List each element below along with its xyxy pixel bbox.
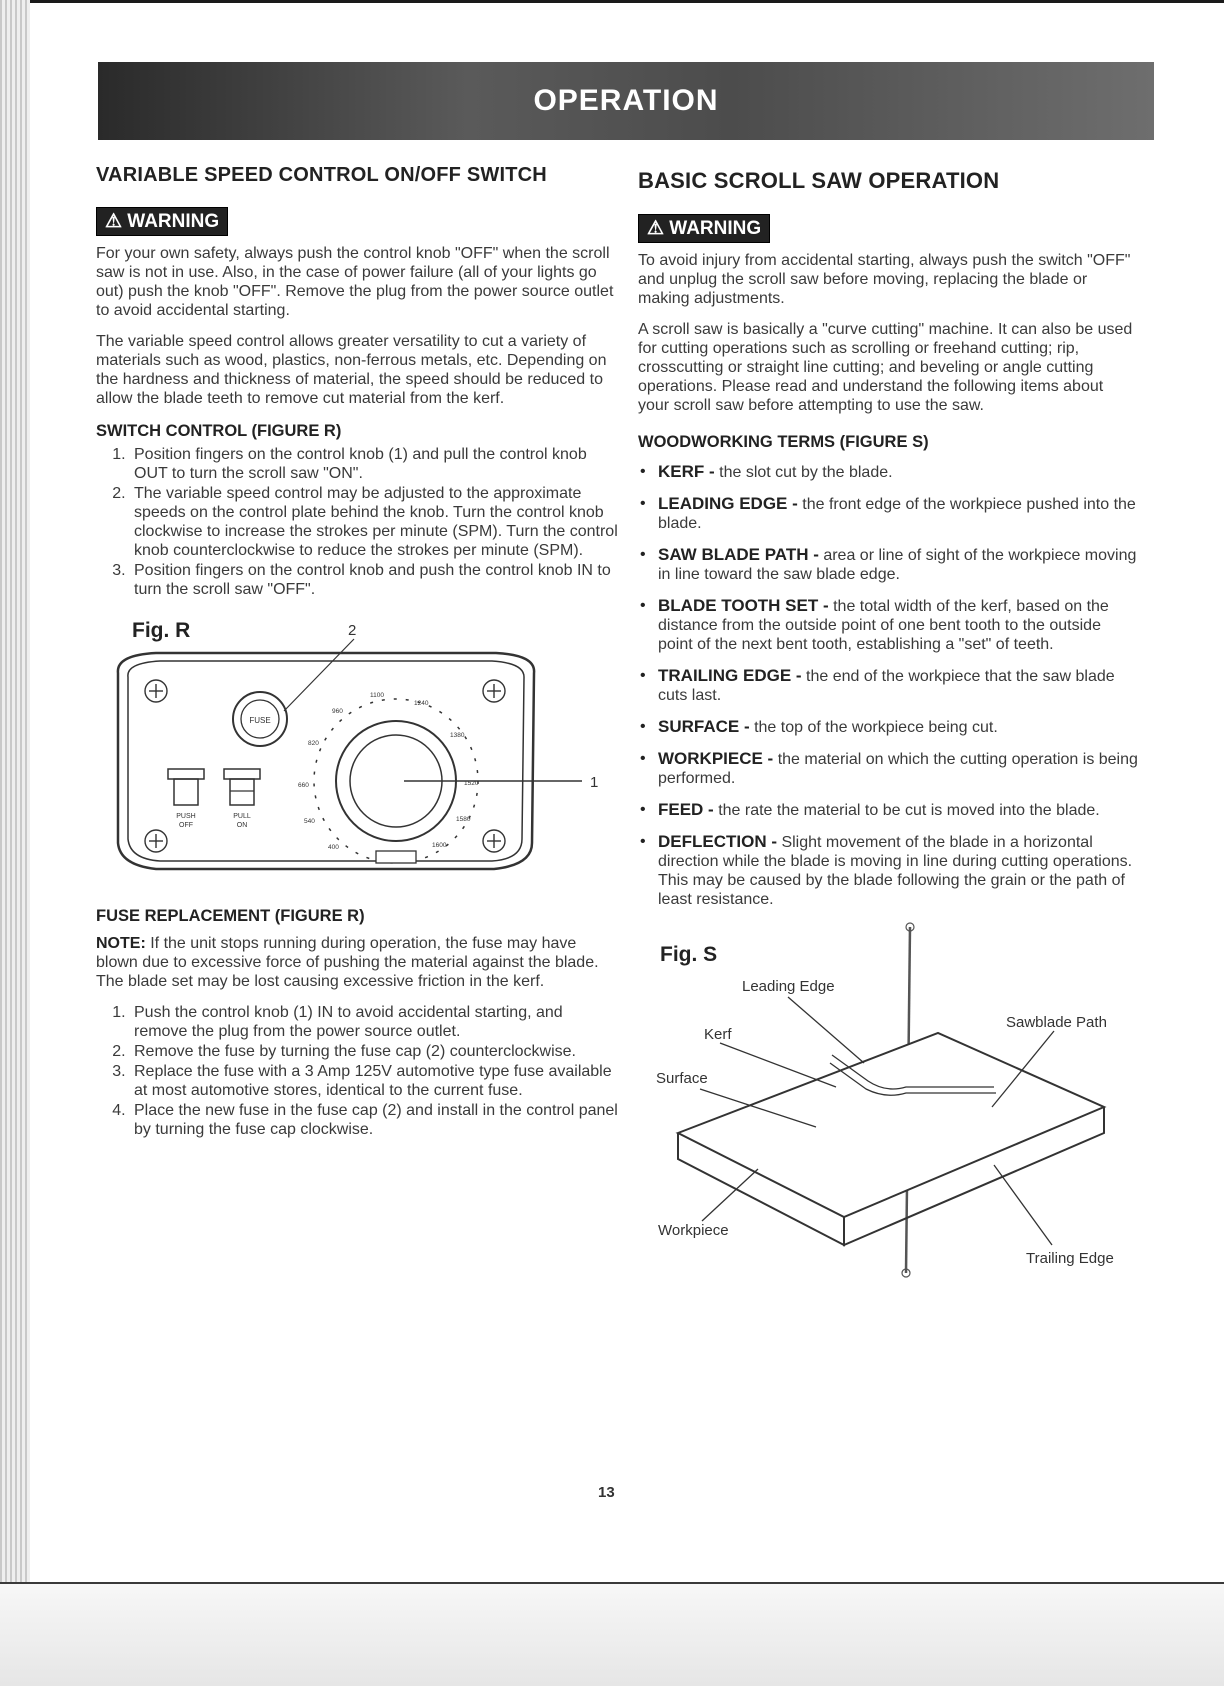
term-name: FEED - [658, 800, 714, 819]
fuse-step: 3. Replace the fuse with a 3 Amp 125V automotive type fuse available at most automotive stores, identical to the current fuse. [130, 1062, 618, 1100]
warning-badge-right: ⚠ WARNING [638, 214, 770, 243]
sawblade-path-label: Sawblade Path [1006, 1014, 1107, 1031]
banner-title: OPERATION [533, 84, 719, 117]
fuse-step: 2. Remove the fuse by turning the fuse cap (2) counterclockwise. [130, 1042, 618, 1061]
left-column [96, 156, 618, 1149]
warning-text-right: To avoid injury from accidental starting, always push the switch "OFF" and unplug the scroll saw before moving, replacing the blade or making adjustments. [638, 252, 1131, 307]
term-name: TRAILING EDGE - [658, 666, 802, 685]
pull-label-line1: PULL [233, 813, 251, 820]
fuse-steps [96, 1003, 618, 1139]
basic-operation-heading: BASIC SCROLL SAW OPERATION [638, 168, 1000, 193]
section-banner [98, 62, 1154, 140]
variable-speed-intro: The variable speed control allows greater versatility to cut a variety of materials such as wood, plastics, non-ferrous metals, etc. Depending on the hardness and thickness of material, the speed should be reduced to allow the blade teeth to remove cut material from the kerf. [96, 333, 607, 407]
term-name: KERF - [658, 462, 715, 481]
woodworking-terms-heading: WOODWORKING TERMS (FIGURE S) [638, 433, 929, 451]
term-definition: the end of the workpiece that the saw blade cuts last. [658, 668, 1115, 704]
term-item [638, 749, 1138, 788]
speed-mark: 400 [328, 844, 339, 851]
term-name: SAW BLADE PATH - [658, 545, 819, 564]
fuse-text: FUSE [249, 716, 271, 725]
terms-list [638, 462, 1138, 909]
term-item [638, 545, 1138, 584]
basic-operation-intro: A scroll saw is basically a "curve cutting" machine. It can also be used for cutting operations such as scrolling or freehand cutting; rip, crosscutting or straight line cutting; and beveling or angle cutting operations. Please read and understand the following items about your scroll saw before attempting to use the saw. [638, 321, 1133, 414]
warning-text-left: For your own safety, always push the control knob "OFF" when the scroll saw is not in use. Also, in the case of power failure (all of your lights go out) push the knob "OFF". Remove the plug from the power source outlet to avoid accidental starting. [96, 245, 614, 319]
term-definition: the top of the workpiece being cut. [754, 719, 998, 736]
surface-label: Surface [656, 1070, 708, 1087]
term-name: DEFLECTION - [658, 832, 777, 851]
term-definition: the slot cut by the blade. [719, 464, 893, 481]
scan-edge-bottom [0, 1582, 1224, 1686]
speed-mark: 1100 [370, 692, 384, 699]
speed-mark: 820 [308, 740, 319, 747]
figure-s [638, 921, 1138, 1281]
scan-edge-top [30, 0, 1224, 3]
right-column [638, 156, 1138, 1281]
term-name: BLADE TOOTH SET - [658, 596, 829, 615]
figure-r [96, 613, 618, 895]
switch-step: 1. Position fingers on the control knob (1) and pull the control knob OUT to turn the scroll saw "ON". [130, 445, 618, 483]
scan-edge-left [0, 0, 30, 1684]
speed-mark: 1600 [432, 842, 447, 849]
warning-badge-left: ⚠ WARNING [96, 207, 228, 236]
term-name: WORKPIECE - [658, 749, 774, 768]
fuse-step: 1. Push the control knob (1) IN to avoid accidental starting, and remove the plug from the power source outlet. [130, 1003, 618, 1041]
push-label-line1: PUSH [176, 813, 196, 820]
term-definition: the front edge of the workpiece pushed into the blade. [658, 496, 1136, 532]
speed-mark: 660 [298, 782, 309, 789]
term-definition: the total width of the kerf, based on the distance from the outside point of one bent tooth to the outside point of the next bent tooth, establishing a "set" of teeth. [658, 598, 1109, 653]
term-item [638, 462, 1138, 482]
fuse-note [96, 934, 618, 991]
trailing-edge-label: Trailing Edge [1026, 1250, 1114, 1267]
speed-mark: 540 [304, 818, 315, 825]
fuse-step: 4. Place the new fuse in the fuse cap (2) and install in the control panel by turning the fuse cap clockwise. [130, 1101, 618, 1139]
fuse-replacement-heading: FUSE REPLACEMENT (FIGURE R) [96, 907, 365, 925]
control-panel-diagram [96, 613, 618, 895]
speed-mark: 1380 [450, 732, 465, 739]
workpiece-diagram [638, 921, 1138, 1281]
term-definition: Slight movement of the blade in a horizontal direction while the blade is moving in line during cutting operations. This may be caused by the blade following the grain or the path of least resistance. [658, 834, 1133, 908]
fig-s-label: Fig. S [660, 943, 718, 966]
term-definition: area or line of sight of the workpiece moving in line toward the saw blade edge. [658, 547, 1137, 583]
term-item [638, 596, 1138, 654]
speed-mark: 1580 [456, 816, 471, 823]
speed-mark: 960 [332, 708, 343, 715]
fig-r-label: Fig. R [132, 619, 191, 642]
switch-control-heading: SWITCH CONTROL (FIGURE R) [96, 422, 342, 440]
switch-step: 2. The variable speed control may be adjusted to the approximate speeds on the control plate behind the knob. Turn the control knob clockwise to increase the strokes per minute (SPM). Turn the control knob counterclockwise to reduce the strokes per minute (SPM). [130, 484, 618, 560]
term-definition: the material on which the cutting operation is being performed. [658, 751, 1138, 787]
note-label: NOTE: [96, 935, 146, 952]
push-label-line2: OFF [179, 822, 193, 829]
switch-steps [96, 445, 618, 599]
switch-step: 3. Position fingers on the control knob and push the control knob IN to turn the scroll saw "OFF". [130, 561, 618, 599]
callout-1: 1 [590, 774, 599, 791]
term-name: SURFACE - [658, 717, 750, 736]
callout-2: 2 [348, 622, 357, 639]
leading-edge-label: Leading Edge [742, 978, 835, 995]
variable-speed-heading: VARIABLE SPEED CONTROL ON/OFF SWITCH [96, 164, 547, 186]
term-item [638, 800, 1138, 820]
note-text: If the unit stops running during operation, the fuse may have blown due to excessive force of pushing the material against the blade. The blade set may be lost causing excessive friction in the kerf. [96, 935, 599, 990]
term-name: LEADING EDGE - [658, 494, 798, 513]
term-definition: the rate the material to be cut is moved into the blade. [718, 802, 1100, 819]
page-number: 13 [598, 1484, 615, 1501]
workpiece-label: Workpiece [658, 1222, 729, 1239]
speed-mark: 1520 [464, 780, 479, 787]
term-item [638, 717, 1138, 737]
term-item [638, 494, 1138, 533]
pull-label-line2: ON [236, 822, 248, 829]
kerf-label: Kerf [704, 1026, 732, 1043]
term-item [638, 666, 1138, 705]
term-item [638, 832, 1138, 909]
speed-mark: 1240 [414, 700, 429, 707]
